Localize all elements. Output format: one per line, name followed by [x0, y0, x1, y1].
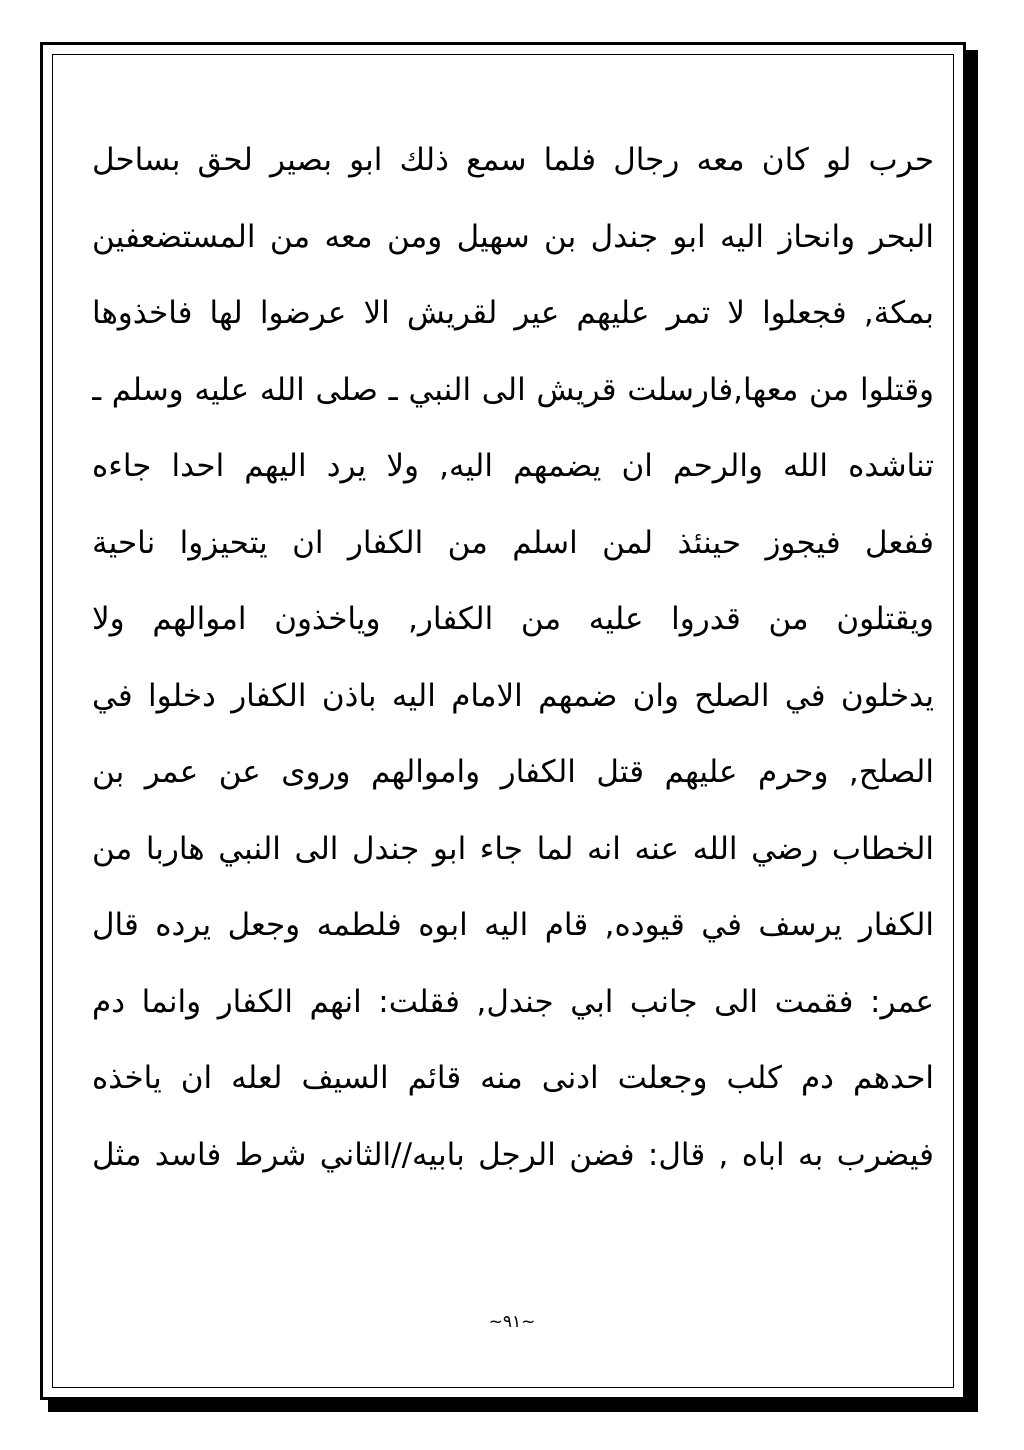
document-body [92, 128, 934, 1199]
text-line-4: وقتلوا من معها,فارسلت قريش الى النبي ـ صلى الله عليه وسلم ـ [92, 371, 934, 408]
text-line-9: الصلح, وحرم عليهم قتل الكفار واموالهم وروى عن عمر بن [92, 754, 934, 790]
text-line-3: بمكة, فجعلوا لا تمر عليهم عير لقريش الا عرضوا لها فاخذوها [92, 295, 934, 331]
text-line-10: الخطاب رضي الله عنه انه لما جاء ابو جندل الى النبي هاربا من [92, 830, 934, 867]
text-line-5: تناشده الله والرحم ان يضمهم اليه, ولا يرد اليهم احدا جاءه [92, 448, 934, 484]
text-line-1: حرب لو كان معه رجال فلما سمع ذلك ابو بصير لحق بساحل [92, 142, 934, 178]
text-line-12: عمر: فقمت الى جانب ابي جندل, فقلت: انهم الكفار وانما دم [92, 983, 934, 1020]
page-number: ~٩١~ [488, 1312, 536, 1332]
text-line-7: ويقتلون من قدروا عليه من الكفار, وياخذون اموالهم ولا [92, 601, 934, 637]
text-line-11: الكفار يرسف في قيوده, قام اليه ابوه فلطمه وجعل يرده قال [92, 907, 934, 943]
text-line-8: يدخلون في الصلح وان ضمهم الامام اليه باذن الكفار دخلوا في [92, 677, 934, 714]
text-line-2: البحر وانحاز اليه ابو جندل بن سهيل ومن معه من المستضعفين [92, 218, 934, 255]
text-line-13: احدهم دم كلب وجعلت ادنى منه قائم السيف لعله ان ياخذه [92, 1060, 934, 1096]
text-line-6: ففعل فيجوز حينئذ لمن اسلم من الكفار ان يتحيزوا ناحية [92, 524, 934, 561]
text-line-14: فيضرب به اباه , قال: فضن الرجل بابيه//الثاني شرط فاسد مثل [92, 1136, 934, 1173]
